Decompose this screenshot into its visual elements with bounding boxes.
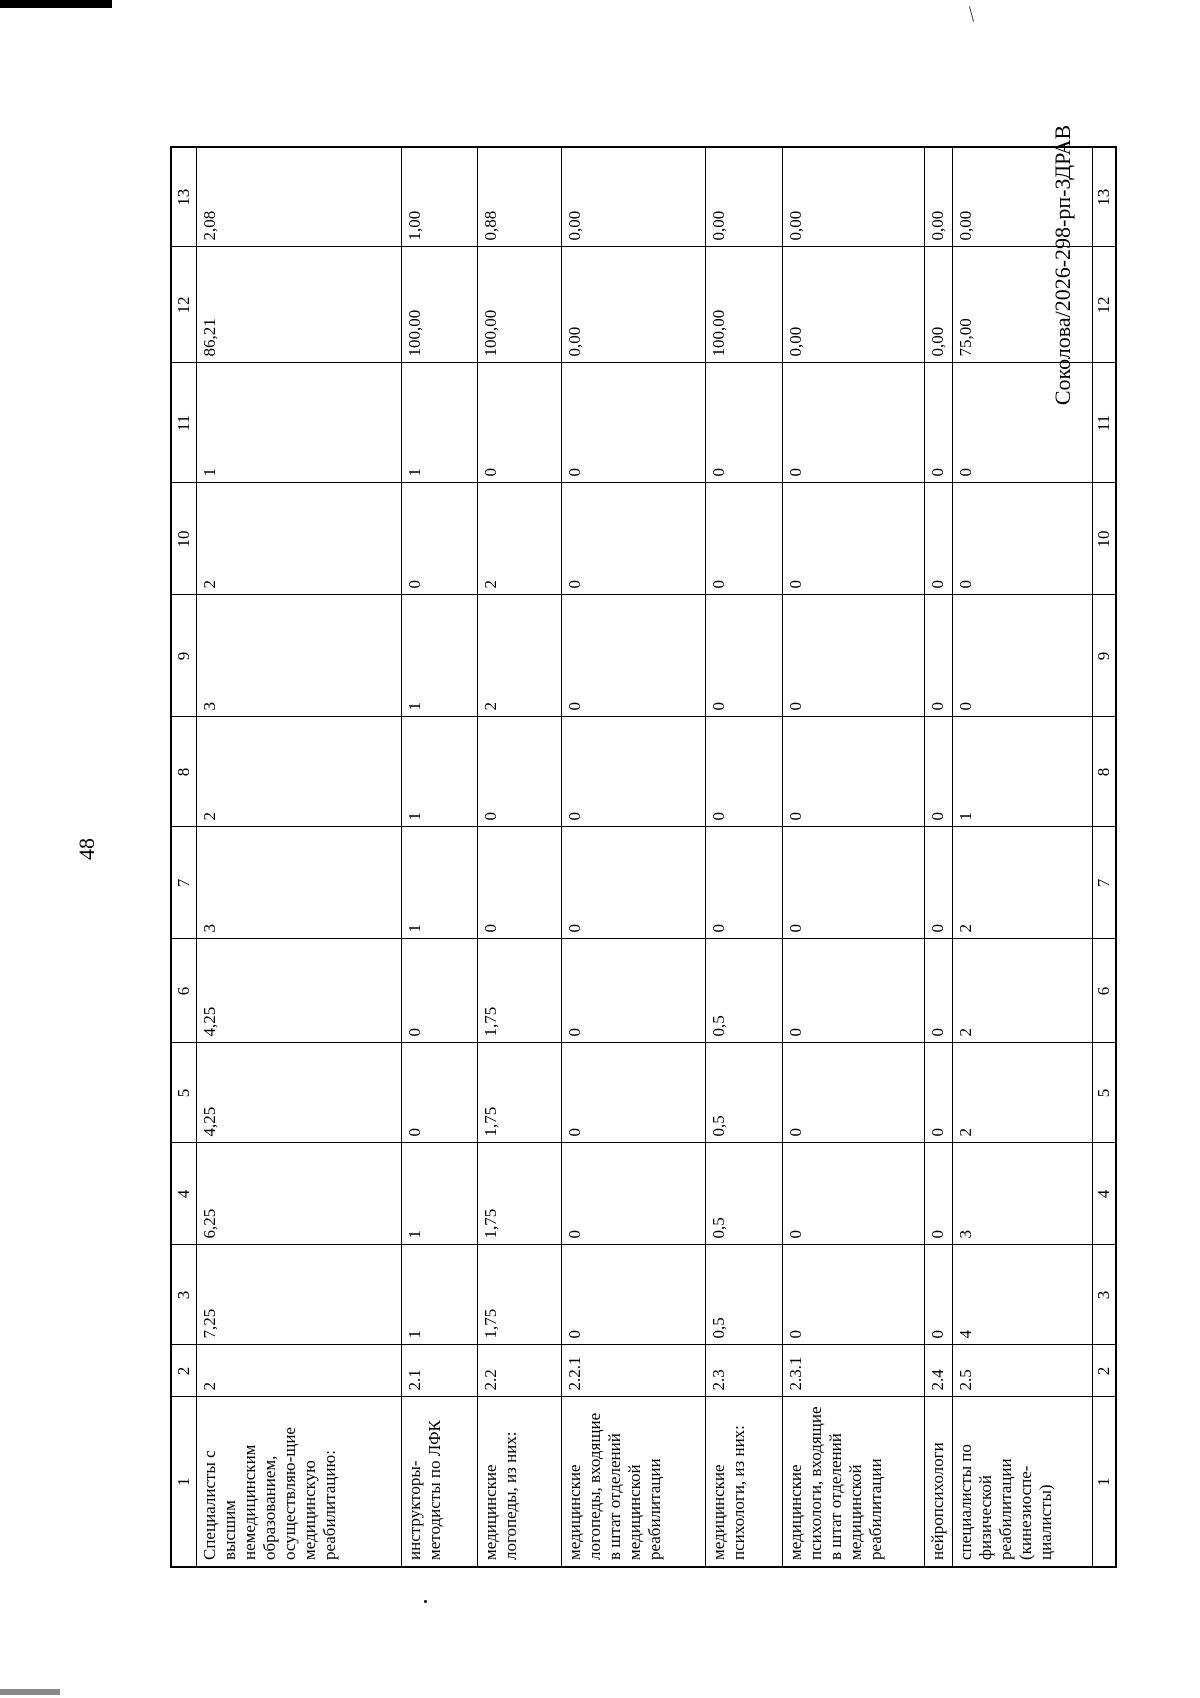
row-code: 2.3.1: [783, 1345, 925, 1397]
row-label: инструкторы-методисты по ЛФК: [402, 1397, 478, 1567]
column-number: 1: [1093, 1397, 1117, 1567]
table-cell: 0: [562, 939, 706, 1043]
table-cell: 1: [402, 1245, 478, 1345]
scan-edge-mark-bottom: [0, 1689, 60, 1695]
table-cell: 0: [706, 363, 783, 483]
table-cell: 0: [925, 483, 953, 595]
table-cell: 1,75: [478, 1043, 562, 1143]
table-cell: 0,5: [706, 939, 783, 1043]
table-cell: 0: [783, 1245, 925, 1345]
table-cell: 0: [925, 1043, 953, 1143]
row-code: 2.1: [402, 1345, 478, 1397]
table-cell: 0,00: [706, 147, 783, 247]
table-cell: 0: [402, 483, 478, 595]
table-cell: 0,00: [783, 247, 925, 363]
row-code: 2.4: [925, 1345, 953, 1397]
table-cell: 0,5: [706, 1043, 783, 1143]
table-cell: 2: [478, 483, 562, 595]
table-cell: 2: [478, 595, 562, 717]
table-cell: 4,25: [197, 1043, 402, 1143]
column-number: 11: [1093, 363, 1117, 483]
table-cell: 1,00: [402, 147, 478, 247]
table-cell: 1,75: [478, 1245, 562, 1345]
table-row: [562, 147, 706, 1567]
column-number: 4: [1093, 1143, 1117, 1245]
table-cell: 0: [402, 1043, 478, 1143]
table-cell: 0: [706, 483, 783, 595]
column-number: 13: [171, 147, 197, 247]
table-cell: 0: [925, 827, 953, 939]
table-cell: 0: [562, 363, 706, 483]
table-cell: 2: [953, 939, 1093, 1043]
table-cell: 0,00: [925, 247, 953, 363]
table-row: [783, 147, 925, 1567]
table-cell: 1,75: [478, 1143, 562, 1245]
column-number: 2: [1093, 1345, 1117, 1397]
row-label: медицинские психологи, входящие в штат отделений медицинской реабилитации: [783, 1397, 925, 1567]
table-cell: 0,00: [953, 147, 1093, 247]
table-cell: 1,75: [478, 939, 562, 1043]
table-cell: 0: [925, 363, 953, 483]
table-cell: 0: [562, 1143, 706, 1245]
row-label: медицинские психологи, из них:: [706, 1397, 783, 1567]
table-cell: 0: [478, 827, 562, 939]
table-cell: 2: [953, 1043, 1093, 1143]
table-cell: 0: [925, 1245, 953, 1345]
row-code: 2.3: [706, 1345, 783, 1397]
row-label: специалисты по физической реабилитации (кинезиоспе-циалисты): [953, 1397, 1093, 1567]
column-number: 4: [171, 1143, 197, 1245]
table-row: [953, 147, 1093, 1567]
table-cell: 75,00: [953, 247, 1093, 363]
table-cell: 0: [478, 717, 562, 827]
scan-edge-mark: [0, 0, 112, 8]
column-number: 8: [171, 717, 197, 827]
table-cell: 0: [783, 827, 925, 939]
column-number: 3: [1093, 1245, 1117, 1345]
table-cell: 0: [953, 483, 1093, 595]
table-cell: 100,00: [402, 247, 478, 363]
column-number-row-bottom: [1093, 147, 1117, 1567]
row-code: 2.2: [478, 1345, 562, 1397]
table-cell: 86,21: [197, 247, 402, 363]
column-number: 10: [1093, 483, 1117, 595]
column-number: 13: [1093, 147, 1117, 247]
column-number-row: [171, 147, 197, 1567]
table-cell: 1: [402, 1143, 478, 1245]
table-cell: 2: [953, 827, 1093, 939]
table-cell: 1: [402, 827, 478, 939]
table-cell: 0,00: [925, 147, 953, 247]
column-number: 6: [171, 939, 197, 1043]
column-number: 12: [171, 247, 197, 363]
table-cell: 0: [783, 1043, 925, 1143]
table-cell: 0,00: [562, 147, 706, 247]
table-cell: 0: [783, 483, 925, 595]
document-code: Соколова/2026-298-рп-ЗДРАВ: [1050, 124, 1075, 406]
table-cell: 1: [197, 363, 402, 483]
table-cell: 0: [783, 595, 925, 717]
table-cell: 0: [706, 717, 783, 827]
table-cell: 3: [197, 595, 402, 717]
table-cell: 0: [562, 1245, 706, 1345]
table-cell: 1: [402, 595, 478, 717]
table-row: [706, 147, 783, 1567]
column-number: 9: [171, 595, 197, 717]
column-number: 8: [1093, 717, 1117, 827]
table-cell: 4,25: [197, 939, 402, 1043]
column-number: 2: [171, 1345, 197, 1397]
table-cell: 0,00: [783, 147, 925, 247]
column-number: 6: [1093, 939, 1117, 1043]
table-cell: 0: [478, 363, 562, 483]
table-cell: 0,88: [478, 147, 562, 247]
table-cell: 0: [562, 1043, 706, 1143]
row-code: 2.2.1: [562, 1345, 706, 1397]
table-cell: 1: [402, 717, 478, 827]
column-number: 7: [1093, 827, 1117, 939]
column-number: 10: [171, 483, 197, 595]
page-number: 48: [74, 838, 99, 860]
table-cell: 0: [925, 939, 953, 1043]
table-cell: 0: [706, 827, 783, 939]
table-cell: 2: [197, 717, 402, 827]
table-cell: 100,00: [706, 247, 783, 363]
table-cell: 0: [706, 595, 783, 717]
table-cell: 0: [925, 717, 953, 827]
table-cell: 100,00: [478, 247, 562, 363]
row-code: 2: [197, 1345, 402, 1397]
table-cell: 0: [783, 717, 925, 827]
table-row: [478, 147, 562, 1567]
table-cell: 2,08: [197, 147, 402, 247]
table-cell: 6,25: [197, 1143, 402, 1245]
table-cell: 0: [953, 363, 1093, 483]
column-number: 9: [1093, 595, 1117, 717]
table-cell: 4: [953, 1245, 1093, 1345]
table-cell: 0: [562, 595, 706, 717]
table-cell: 0: [925, 1143, 953, 1245]
table-cell: 0: [402, 939, 478, 1043]
column-number: 7: [171, 827, 197, 939]
table-cell: 0,5: [706, 1143, 783, 1245]
table-cell: 0: [953, 595, 1093, 717]
row-label: Специалисты с высшим немедицинским образованием, осуществляю-щие медицинскую реабилитацию:: [197, 1397, 402, 1567]
table-cell: 0: [562, 827, 706, 939]
table-cell: 0: [562, 483, 706, 595]
table-cell: 1: [953, 717, 1093, 827]
table-cell: 7,25: [197, 1245, 402, 1345]
table-cell: 3: [953, 1143, 1093, 1245]
column-number: 11: [171, 363, 197, 483]
table-cell: 0: [562, 717, 706, 827]
table-row: [925, 147, 953, 1567]
table-cell: 0: [783, 939, 925, 1043]
table-cell: 0: [925, 595, 953, 717]
scan-dot: [424, 1600, 427, 1603]
row-label: медицинские логопеды, из них:: [478, 1397, 562, 1567]
scan-stray-mark: [969, 6, 974, 22]
table-cell: 1: [402, 363, 478, 483]
staffing-table: [170, 146, 1117, 1568]
table-cell: 3: [197, 827, 402, 939]
table-cell: 0: [783, 363, 925, 483]
column-number: 1: [171, 1397, 197, 1567]
row-code: 2.5: [953, 1345, 1093, 1397]
table-row: [402, 147, 478, 1567]
table-cell: 0,00: [562, 247, 706, 363]
column-number: 12: [1093, 247, 1117, 363]
column-number: 5: [1093, 1043, 1117, 1143]
table-cell: 0: [783, 1143, 925, 1245]
table-row: [197, 147, 402, 1567]
row-label: нейропсихологи: [925, 1397, 953, 1567]
column-number: 3: [171, 1245, 197, 1345]
table-cell: 2: [197, 483, 402, 595]
row-label: медицинские логопеды, входящие в штат отделений медицинской реабилитации: [562, 1397, 706, 1567]
table-cell: 0,5: [706, 1245, 783, 1345]
column-number: 5: [171, 1043, 197, 1143]
